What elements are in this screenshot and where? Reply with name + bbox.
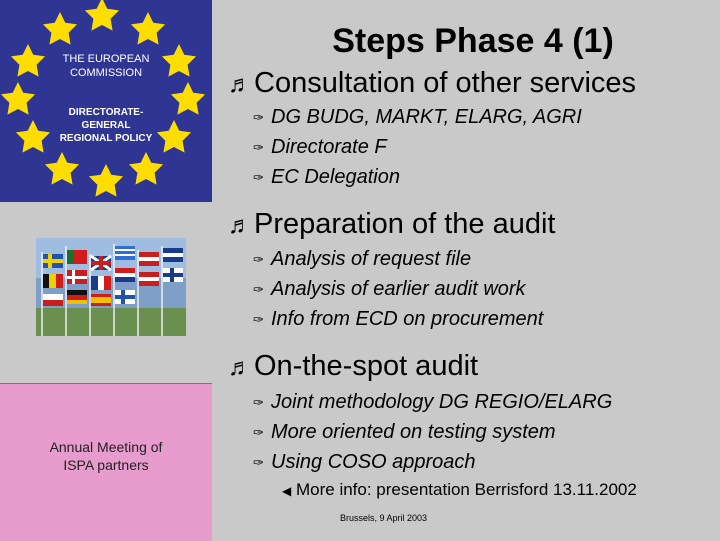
eu-stars-icon xyxy=(0,0,212,202)
list-item-text: More oriented on testing system xyxy=(271,421,556,443)
pen-bullet-icon: ✑ xyxy=(253,425,264,440)
pen-bullet-icon: ✑ xyxy=(253,140,264,155)
list-item-text: Info from ECD on procurement xyxy=(271,308,544,330)
logo-title-line2: COMMISSION xyxy=(69,67,143,79)
footer-date: Brussels, 9 April 2003 xyxy=(340,513,428,523)
triangle-bullet-icon: ◀ xyxy=(282,484,292,498)
list-item-text: Directorate F xyxy=(271,136,387,158)
section-heading-text: Preparation of the audit xyxy=(254,208,556,240)
pen-bullet-icon: ✑ xyxy=(253,110,264,125)
music-note-bullet-icon: ♬ xyxy=(228,354,252,381)
list-item-text: EC Delegation xyxy=(271,166,400,188)
list-item xyxy=(253,246,471,273)
list-item xyxy=(253,389,612,416)
pen-bullet-icon: ✑ xyxy=(253,312,264,327)
list-item-text: Analysis of request file xyxy=(271,248,472,270)
pen-bullet-icon: ✑ xyxy=(253,252,264,267)
list-item-text: Using COSO approach xyxy=(271,451,476,473)
music-note-bullet-icon: ♬ xyxy=(228,212,252,239)
more-info-line xyxy=(282,479,637,502)
logo-dept-line3: REGIONAL POLICY xyxy=(59,133,153,144)
section-heading-preparation xyxy=(228,207,555,243)
list-item xyxy=(253,164,400,191)
more-info-text: More info: presentation Berrisford 13.11.2002 xyxy=(296,480,637,499)
meeting-label-line1: Annual Meeting of xyxy=(49,439,163,455)
flags-image xyxy=(36,238,186,336)
logo-dept-line2: GENERAL xyxy=(81,120,131,131)
section-heading-text: Consultation of other services xyxy=(254,67,637,99)
slide-title: Steps Phase 4 (1) xyxy=(332,22,614,60)
pen-bullet-icon: ✑ xyxy=(253,282,264,297)
pen-bullet-icon: ✑ xyxy=(253,395,264,410)
eu-commission-logo xyxy=(0,0,212,202)
logo-dept-line1: DIRECTORATE- xyxy=(68,107,144,118)
section-heading-consultation xyxy=(228,66,636,102)
list-item xyxy=(253,104,582,131)
pen-bullet-icon: ✑ xyxy=(253,170,264,185)
section-heading-text: On-the-spot audit xyxy=(254,350,479,382)
music-note-bullet-icon: ♬ xyxy=(228,71,252,98)
list-item xyxy=(253,276,526,303)
list-item xyxy=(253,449,476,476)
list-item xyxy=(253,419,556,446)
list-item xyxy=(253,306,543,333)
logo-title-line1: THE EUROPEAN xyxy=(62,53,150,65)
list-item-text: DG BUDG, MARKT, ELARG, AGRI xyxy=(271,106,582,128)
pen-bullet-icon: ✑ xyxy=(253,455,264,470)
meeting-label-box xyxy=(0,383,212,541)
list-item-text: Joint methodology DG REGIO/ELARG xyxy=(271,391,613,413)
list-item xyxy=(253,134,387,161)
meeting-label-line2: ISPA partners xyxy=(63,457,149,473)
list-item-text: Analysis of earlier audit work xyxy=(271,278,526,300)
section-heading-on-the-spot xyxy=(228,349,478,385)
